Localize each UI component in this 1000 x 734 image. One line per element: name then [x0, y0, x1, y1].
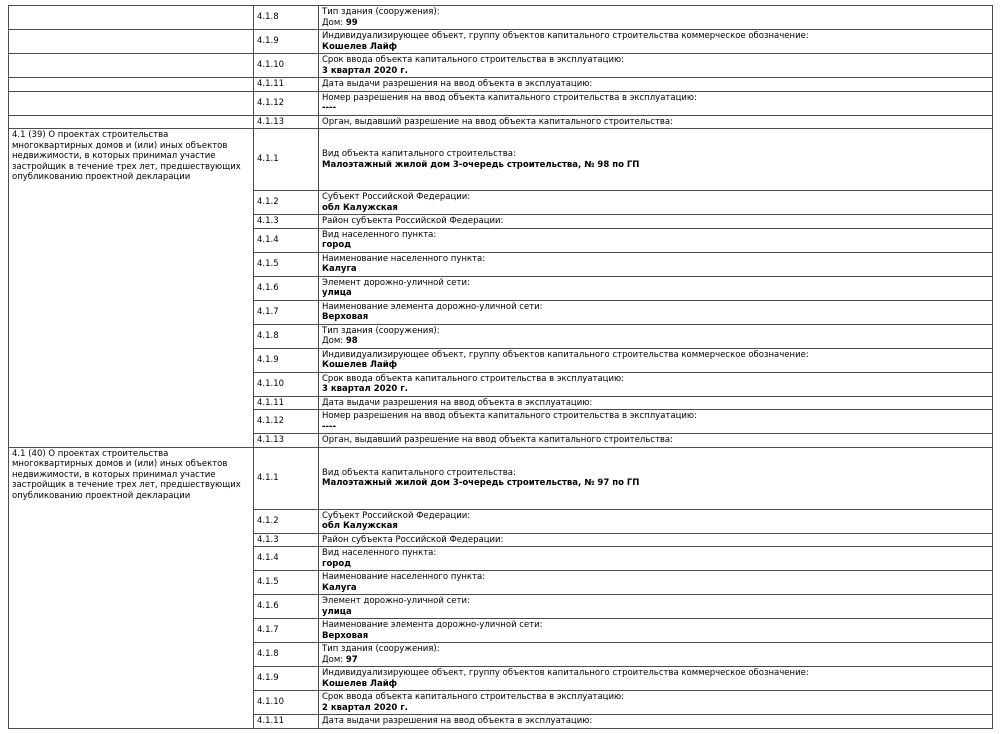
row-code: 4.1.8 [254, 324, 319, 348]
field-value-text: 2 квартал 2020 г. [322, 702, 408, 713]
field-value-text: Кошелев Лайф [322, 41, 398, 52]
row-content [319, 571, 993, 595]
row-code: 4.1.8 [254, 6, 319, 30]
field-value-text: Кошелев Лайф [322, 678, 398, 689]
field-value [322, 103, 989, 114]
row-content [319, 215, 993, 229]
row-code: 4.1.8 [254, 643, 319, 667]
section-description: 4.1 (40) О проектах строительства многоквартирных домов и (или) иных объектов недвижимости, в которых принимал участие застройщик в течение трех лет, предшествующих опубликованию проектной декларации [9, 447, 254, 728]
table-row [9, 30, 993, 54]
row-code: 4.1.5 [254, 571, 319, 595]
project-declaration-table [8, 5, 993, 729]
row-code: 4.1.3 [254, 215, 319, 229]
section-cell-empty [9, 91, 254, 115]
field-value [322, 655, 989, 666]
row-content [319, 643, 993, 667]
row-content [319, 619, 993, 643]
row-code: 4.1.10 [254, 54, 319, 78]
row-code: 4.1.1 [254, 129, 319, 191]
field-value [322, 312, 989, 323]
field-label: Район субъекта Российской Федерации: [322, 534, 504, 545]
row-content [319, 595, 993, 619]
row-code: 4.1.6 [254, 276, 319, 300]
field-label: Наименование населенного пункта: [322, 253, 486, 264]
field-label: Вид населенного пункта: [322, 548, 437, 558]
section-cell-empty [9, 54, 254, 78]
field-label: Орган, выдавший разрешение на ввод объекта капитального строительства: [322, 435, 674, 445]
field-label: Срок ввода объекта капитального строительства в эксплуатацию: [322, 55, 625, 65]
field-label: Дата выдачи разрешения на ввод объекта в эксплуатацию: [322, 397, 593, 408]
field-value-text: 3 квартал 2020 г. [322, 384, 408, 394]
field-value [322, 559, 989, 570]
section-cell-empty [9, 78, 254, 92]
field-value-text: 97 [345, 654, 358, 665]
section-cell-empty [9, 6, 254, 30]
field-value [322, 703, 989, 714]
table-row [9, 129, 993, 191]
field-value-text: Верховая [322, 312, 369, 322]
field-label: Наименование элемента дорожно-уличной сети: [322, 301, 543, 312]
row-code: 4.1.9 [254, 348, 319, 372]
field-value-text: обл Калужская [322, 202, 398, 213]
table-row [9, 447, 993, 509]
field-value-text: ---- [322, 421, 337, 432]
row-code: 4.1.5 [254, 252, 319, 276]
field-label: Район субъекта Российской Федерации: [322, 216, 504, 226]
row-content [319, 91, 993, 115]
field-label: Номер разрешения на ввод объекта капитального строительства в эксплуатацию: [322, 92, 697, 103]
table-row [9, 115, 993, 129]
section-description: 4.1 (39) О проектах строительства многоквартирных домов и (или) иных объектов недвижимости, в которых принимал участие застройщик в течение трех лет, предшествующих опубликованию проектной декларации [9, 129, 254, 448]
section-cell-empty [9, 115, 254, 129]
field-value-text: город [322, 240, 352, 250]
row-content [319, 54, 993, 78]
field-value [322, 288, 989, 299]
row-content [319, 276, 993, 300]
field-value-text: улица [322, 606, 352, 617]
row-content [319, 447, 993, 509]
field-value-text: 3 квартал 2020 г. [322, 65, 408, 76]
row-code: 4.1.11 [254, 396, 319, 410]
row-content [319, 252, 993, 276]
field-value [322, 360, 989, 371]
row-code: 4.1.7 [254, 300, 319, 324]
table-row [9, 91, 993, 115]
row-code: 4.1.4 [254, 228, 319, 252]
field-value [322, 384, 989, 395]
field-value [322, 607, 989, 618]
row-content [319, 715, 993, 729]
field-label: Тип здания (сооружения): [322, 644, 440, 654]
field-label: Индивидуализирующее объект, группу объектов капитального строительства коммерческое обозначение: [322, 349, 809, 360]
row-code: 4.1.13 [254, 434, 319, 448]
row-content [319, 348, 993, 372]
field-label: Вид объекта капитального строительства: [322, 149, 516, 159]
field-value-text: Верховая [322, 630, 369, 641]
table-row [9, 54, 993, 78]
field-value [322, 240, 989, 251]
field-value [322, 264, 989, 275]
field-value [322, 583, 989, 594]
field-value [322, 203, 989, 214]
table-row [9, 78, 993, 92]
row-content [319, 691, 993, 715]
field-value-text: Калуга [322, 582, 357, 593]
field-value [322, 631, 989, 642]
field-value-text: улица [322, 288, 352, 298]
field-value-text: 99 [345, 17, 358, 28]
row-content [319, 509, 993, 533]
row-code: 4.1.1 [254, 447, 319, 509]
field-label: Субъект Российской Федерации: [322, 192, 471, 202]
field-value-prefix: Дом: [322, 336, 346, 346]
field-label: Вид объекта капитального строительства: [322, 467, 516, 478]
row-code: 4.1.2 [254, 509, 319, 533]
field-value-text: ---- [322, 103, 337, 113]
row-content [319, 191, 993, 215]
field-value [322, 336, 989, 347]
field-value-text: Малоэтажный жилой дом 3-очередь строительства, № 98 по ГП [322, 159, 640, 170]
row-content [319, 324, 993, 348]
row-code: 4.1.3 [254, 533, 319, 547]
row-content [319, 667, 993, 691]
field-value [322, 521, 989, 532]
row-code: 4.1.12 [254, 91, 319, 115]
row-content [319, 533, 993, 547]
field-value-prefix: Дом: [322, 654, 346, 665]
row-code: 4.1.6 [254, 595, 319, 619]
row-content [319, 410, 993, 434]
field-label: Наименование населенного пункта: [322, 572, 486, 582]
row-code: 4.1.12 [254, 410, 319, 434]
field-value [322, 679, 989, 690]
field-label: Номер разрешения на ввод объекта капитального строительства в эксплуатацию: [322, 411, 697, 421]
row-content [319, 30, 993, 54]
row-content [319, 372, 993, 396]
row-code: 4.1.4 [254, 547, 319, 571]
field-value-text: 98 [345, 336, 358, 346]
field-value-text: обл Калужская [322, 521, 398, 531]
row-code: 4.1.10 [254, 691, 319, 715]
row-content [319, 300, 993, 324]
row-code: 4.1.11 [254, 715, 319, 729]
row-code: 4.1.7 [254, 619, 319, 643]
field-label: Дата выдачи разрешения на ввод объекта в эксплуатацию: [322, 716, 593, 726]
field-value [322, 422, 989, 433]
table-body [9, 6, 993, 729]
field-label: Индивидуализирующее объект, группу объектов капитального строительства коммерческое обозначение: [322, 31, 809, 41]
row-content [319, 78, 993, 92]
field-value [322, 66, 989, 77]
field-label: Дата выдачи разрешения на ввод объекта в эксплуатацию: [322, 79, 593, 89]
row-content [319, 228, 993, 252]
row-code: 4.1.9 [254, 667, 319, 691]
field-label: Элемент дорожно-уличной сети: [322, 277, 470, 288]
field-value-text: Малоэтажный жилой дом 3-очередь строительства, № 97 по ГП [322, 478, 640, 488]
row-content [319, 6, 993, 30]
field-label: Тип здания (сооружения): [322, 325, 440, 336]
row-content [319, 434, 993, 448]
field-value [322, 42, 989, 53]
section-cell-empty [9, 30, 254, 54]
field-value-prefix: Дом: [322, 17, 346, 28]
field-label: Срок ввода объекта капитального строительства в эксплуатацию: [322, 373, 625, 384]
field-value [322, 478, 989, 489]
row-code: 4.1.10 [254, 372, 319, 396]
row-content [319, 396, 993, 410]
field-label: Тип здания (сооружения): [322, 7, 440, 17]
field-label: Наименование элемента дорожно-уличной сети: [322, 620, 543, 630]
field-label: Вид населенного пункта: [322, 229, 437, 240]
field-label: Субъект Российской Федерации: [322, 510, 471, 521]
field-value-text: город [322, 558, 352, 569]
row-code: 4.1.2 [254, 191, 319, 215]
row-content [319, 115, 993, 129]
row-code: 4.1.11 [254, 78, 319, 92]
field-value-text: Калуга [322, 264, 357, 274]
field-label: Индивидуализирующее объект, группу объектов капитального строительства коммерческое обозначение: [322, 668, 809, 678]
field-label: Срок ввода объекта капитального строительства в эксплуатацию: [322, 692, 625, 702]
field-value [322, 160, 989, 171]
row-content [319, 547, 993, 571]
field-label: Орган, выдавший разрешение на ввод объекта капитального строительства: [322, 116, 674, 127]
row-code: 4.1.13 [254, 115, 319, 129]
row-code: 4.1.9 [254, 30, 319, 54]
row-content [319, 129, 993, 191]
field-label: Элемент дорожно-уличной сети: [322, 596, 470, 606]
field-value [322, 18, 989, 29]
field-value-text: Кошелев Лайф [322, 360, 398, 370]
table-row [9, 6, 993, 30]
